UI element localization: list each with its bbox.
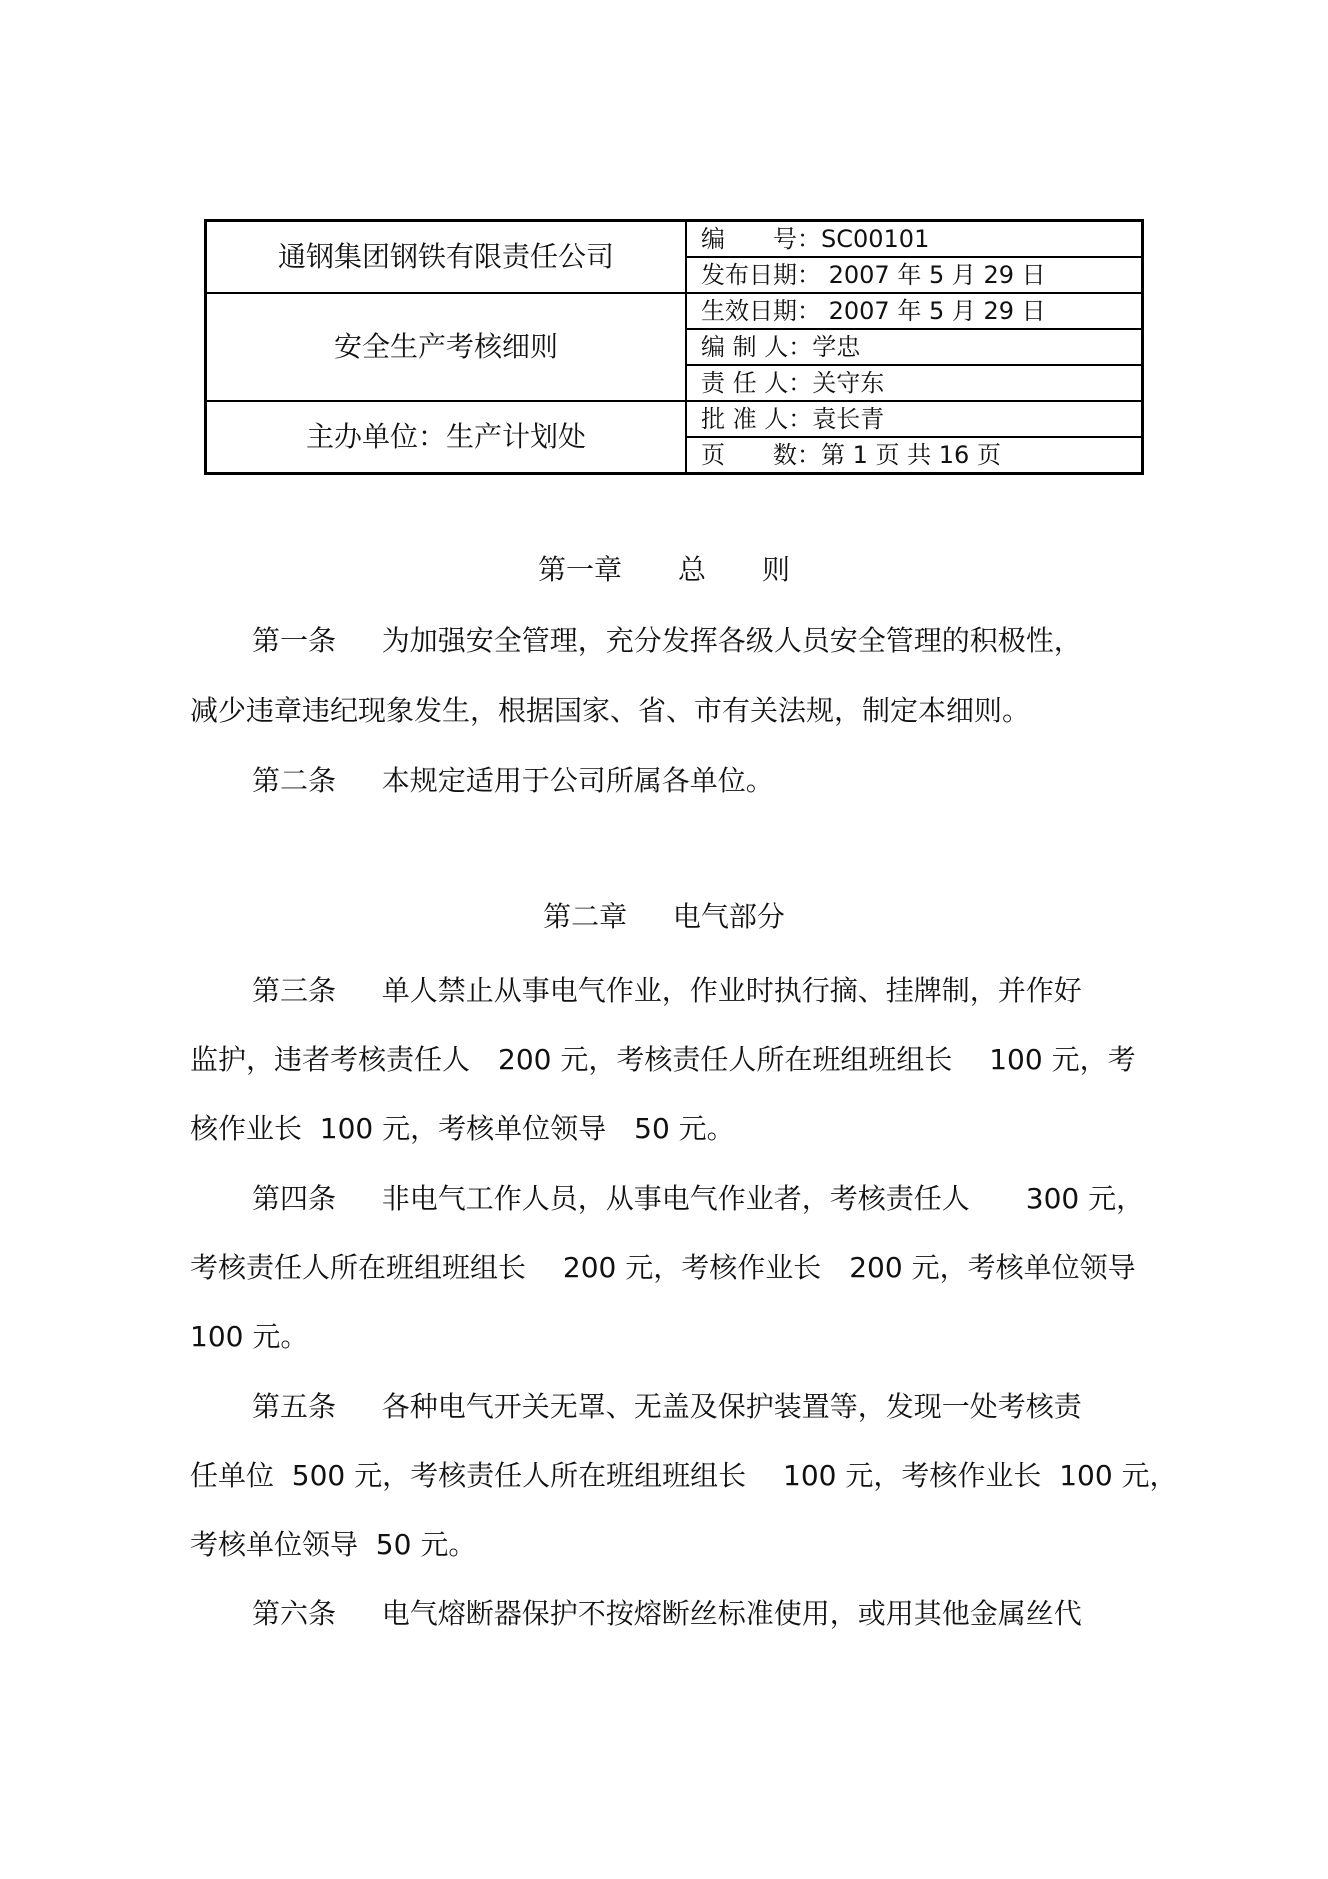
article-1-line-2: 减少违章违纪现象发生，根据国家、省、市有关法规，制定本细则。	[190, 694, 1031, 727]
effective-date-field: 生效日期： 2007 年 5 月 29 日	[686, 293, 1143, 329]
article-3-line-2: 监护，违者考核责任人 200 元，考核责任人所在班组班组长 100 元，考	[190, 1043, 1136, 1076]
document-title: 安全生产考核细则	[206, 293, 687, 401]
doc-number-field: 编 号：SC00101	[686, 221, 1143, 258]
article-4-line-3: 100 元。	[190, 1320, 309, 1353]
organizing-department: 主办单位：生产计划处	[206, 401, 687, 474]
article-3-line-1: 第三条 单人禁止从事电气作业，作业时执行摘、挂牌制，并作好	[252, 974, 1082, 1007]
article-6-line-1: 第六条 电气熔断器保护不按熔断丝标准使用，或用其他金属丝代	[252, 1597, 1082, 1630]
article-1-line-1: 第一条 为加强安全管理，充分发挥各级人员安全管理的积极性，	[252, 624, 1082, 657]
page-count-field: 页 数：第 1 页 共 16 页	[686, 437, 1143, 474]
publish-date-field: 发布日期： 2007 年 5 月 29 日	[686, 257, 1143, 293]
article-5-line-3: 考核单位领导 50 元。	[190, 1528, 477, 1561]
chapter-1-title: 第一章 总 则	[537, 553, 790, 586]
article-4-line-2: 考核责任人所在班组班组长 200 元，考核作业长 200 元，考核单位领导	[190, 1251, 1136, 1284]
approver-field: 批 准 人：袁长青	[686, 401, 1143, 437]
chapter-2-title: 第二章 电气部分	[543, 900, 785, 933]
article-5-line-1: 第五条 各种电气开关无罩、无盖及保护装置等，发现一处考核责	[252, 1390, 1082, 1423]
company-name: 通钢集团钢铁有限责任公司	[206, 221, 687, 294]
article-3-line-3: 核作业长 100 元，考核单位领导 50 元。	[190, 1112, 735, 1145]
responsible-person-field: 责 任 人：关守东	[686, 365, 1143, 401]
article-2-line-1: 第二条 本规定适用于公司所属各单位。	[252, 764, 774, 797]
article-4-line-1: 第四条 非电气工作人员，从事电气作业者，考核责任人 300 元，	[252, 1182, 1145, 1215]
article-5-line-2: 任单位 500 元，考核责任人所在班组班组长 100 元，考核作业长 100 元，	[190, 1459, 1178, 1492]
document-header-table	[204, 219, 1144, 475]
compiler-field: 编 制 人：学忠	[686, 329, 1143, 365]
